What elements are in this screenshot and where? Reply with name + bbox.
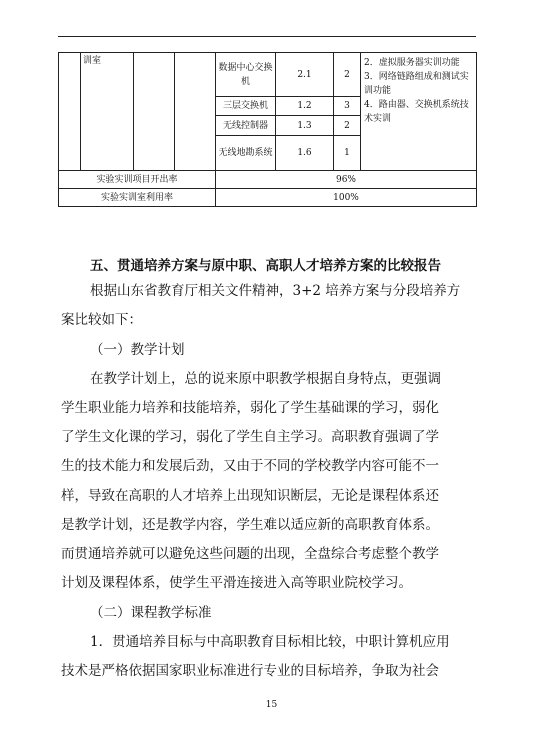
body-line: 是教学计划，还是教学内容，学生难以适应新的高职教育体系。: [61, 517, 439, 533]
device-qty-cell: 2: [334, 53, 361, 97]
summary-label-cell: 实验实训室利用率: [59, 189, 216, 207]
table-row: [59, 189, 477, 207]
table-cell: [59, 53, 81, 171]
body-line: 根据山东省教育厅相关文件精神，3+2 培养方案与分段培养方: [90, 283, 461, 299]
body-line: 1．贯通培养目标与中高职教育目标相比较，中职计算机应用: [90, 634, 450, 650]
summary-value-cell: 96%: [216, 171, 477, 189]
body-line: 了学生文化课的学习，弱化了学生自主学习。高职教育强调了学: [61, 429, 439, 445]
lab-equipment-table: [58, 52, 477, 207]
body-line: 学生职业能力培养和技能培养，弱化了学生基础课的学习，弱化: [61, 400, 439, 416]
function-item: 4．路由器、交换机系统技术实训: [364, 100, 469, 124]
device-qty-cell: 2: [334, 116, 361, 136]
device-name-cell: 无线控制器: [216, 116, 276, 136]
summary-value-cell: 100%: [216, 189, 477, 207]
body-line: 在教学计划上，总的说来原中职教学根据自身特点，更强调: [90, 371, 441, 387]
device-spec-cell: 1.3: [276, 116, 334, 136]
device-name-cell: 数据中心交换机: [216, 53, 276, 97]
device-qty-cell: 1: [334, 136, 361, 171]
subheading: （二）课程教学标准: [90, 605, 212, 621]
function-item: 3．网络链路组成和测试实训功能: [364, 72, 469, 96]
table-row: [59, 53, 477, 97]
device-spec-cell: 1.6: [276, 136, 334, 171]
top-rule: [58, 36, 476, 37]
subheading: （一）教学计划: [90, 342, 185, 358]
section-heading: 五、贯通培养方案与原中职、高职人才培养方案的比较报告: [90, 258, 441, 274]
page-number: 15: [265, 700, 278, 710]
device-spec-cell: 1.2: [276, 97, 334, 116]
body-line: 样，导致在高职的人才培养上出现知识断层，无论是课程体系还: [61, 488, 439, 504]
function-item: 2．虚拟服务器实训功能: [364, 58, 460, 68]
device-name-cell: 无线地勘系统: [216, 136, 276, 171]
table-cell: [175, 53, 216, 171]
device-name-cell: 三层交换机: [216, 97, 276, 116]
body-line: 技术是严格依据国家职业标准进行专业的目标培养，争取为社会: [61, 663, 439, 679]
table-row: [59, 171, 477, 189]
body-line: 计划及课程体系，使学生平滑连接进入高等职业院校学习。: [61, 575, 412, 591]
body-line: 而贯通培养就可以避免这些问题的出现，全盘综合考虑整个教学: [61, 546, 439, 562]
functions-cell: [361, 53, 477, 171]
device-spec-cell: 2.1: [276, 53, 334, 97]
lab-name-cell: 训室: [81, 53, 134, 171]
summary-label-cell: 实验实训项目开出率: [59, 171, 216, 189]
body-line: 案比较如下：: [61, 312, 142, 328]
table-cell: [134, 53, 175, 171]
body-line: 生的技术能力和发展后劲，又由于不同的学校教学内容可能不一: [61, 458, 439, 474]
device-qty-cell: 3: [334, 97, 361, 116]
